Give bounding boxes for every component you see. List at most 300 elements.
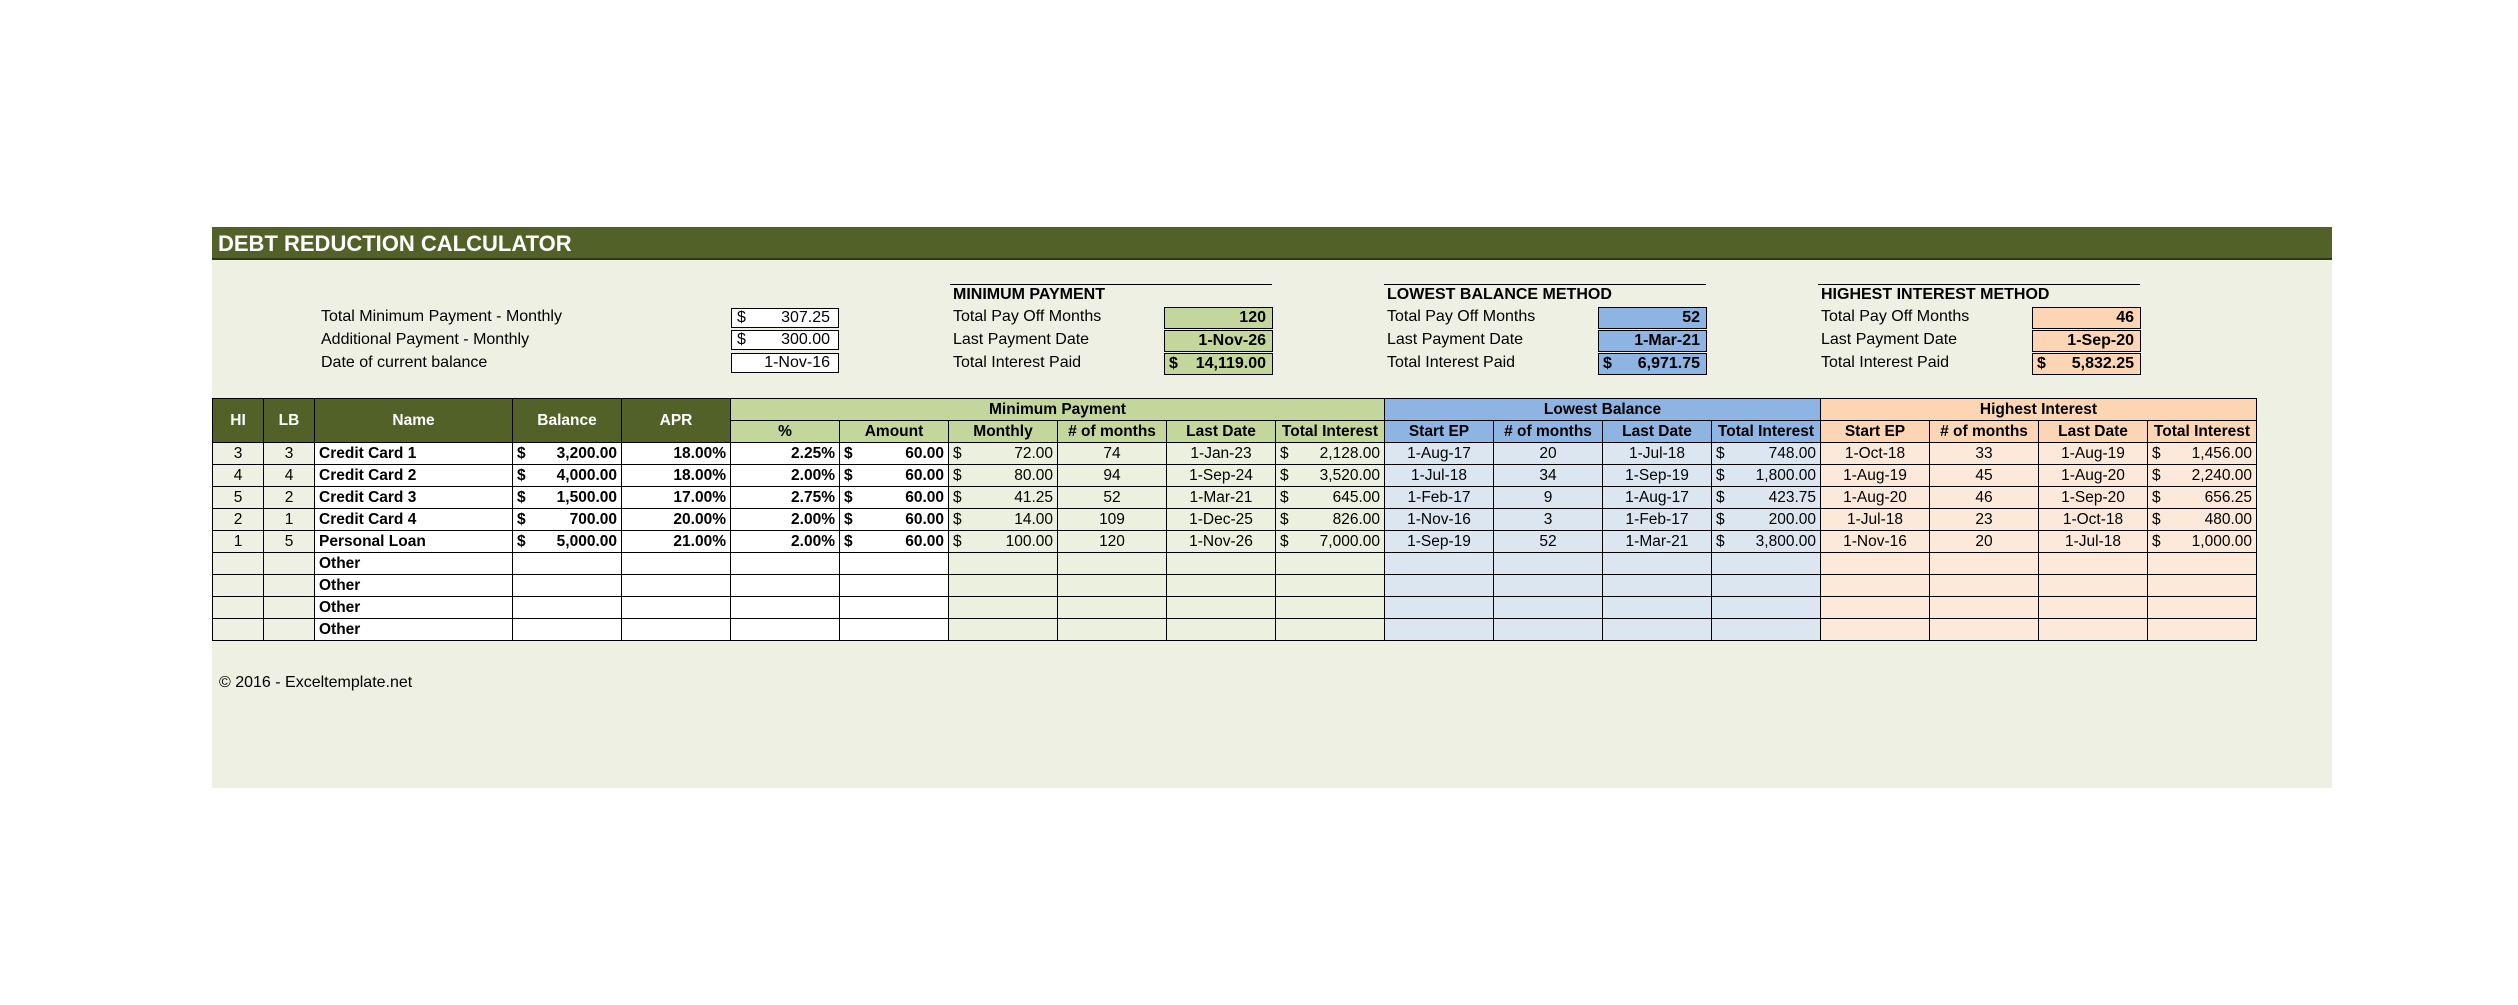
lb-start-ep-value: 1-Feb-17	[1407, 489, 1471, 506]
lb-months-cell	[1494, 487, 1603, 509]
min-amount-cell[interactable]	[840, 531, 949, 553]
min-pct-cell[interactable]	[731, 509, 840, 531]
min-pct-cell[interactable]	[731, 465, 840, 487]
currency-symbol: $	[517, 489, 526, 506]
debt-name-value: Credit Card 1	[319, 445, 417, 462]
hi-last-date-cell	[2039, 553, 2148, 575]
min-total-interest-cell	[1276, 487, 1385, 509]
hi-start-ep-cell	[1821, 531, 1930, 553]
lb-months-value: 52	[1539, 533, 1557, 550]
section-divider	[950, 284, 1272, 285]
monthly-value: 72.00	[1014, 445, 1053, 462]
title-bar	[212, 227, 2332, 260]
high-months-cell	[2032, 307, 2141, 329]
lb-last-date-cell	[1603, 619, 1712, 641]
monthly-cell	[949, 553, 1058, 575]
hi-total-interest-value: 1,456.00	[2191, 445, 2252, 462]
col-header-hi-months: # of months	[1930, 421, 2039, 443]
min-total-interest-value: 7,000.00	[1319, 533, 1380, 550]
min-interest-cell	[1164, 353, 1273, 375]
min-total-interest-cell	[1276, 509, 1385, 531]
min-months-value: 109	[1099, 511, 1125, 528]
debt-name-value: Other	[319, 599, 361, 616]
currency-symbol: $	[2152, 445, 2161, 462]
table-row	[213, 531, 2257, 553]
highest-interest-title: HIGHEST INTEREST METHOD	[1821, 286, 2050, 303]
hi-total-interest-value: 1,000.00	[2191, 533, 2252, 550]
col-header-hi-total-interest: Total Interest	[2148, 421, 2257, 443]
hi-total-interest-cell	[2148, 597, 2257, 619]
currency-symbol: $	[953, 533, 962, 550]
min-pct-value: 2.75%	[791, 489, 835, 506]
min-amount-cell[interactable]	[840, 487, 949, 509]
min-last-date-cell	[1167, 553, 1276, 575]
debt-name-value: Personal Loan	[319, 533, 426, 550]
lb-last-date-cell	[1603, 509, 1712, 531]
apr-value: 20.00%	[673, 511, 726, 528]
debt-name-value: Other	[319, 621, 361, 638]
lb-rank-cell	[264, 531, 315, 553]
hi-rank-cell	[213, 531, 264, 553]
apr-cell[interactable]	[622, 509, 731, 531]
apr-cell[interactable]	[622, 531, 731, 553]
lb-start-ep-cell	[1385, 509, 1494, 531]
min-last-date-value: 1-Dec-25	[1189, 511, 1253, 528]
lb-total-interest-value: 423.75	[1768, 489, 1816, 506]
min-pct-cell[interactable]	[731, 575, 840, 597]
min-date-value: 1-Nov-26	[1198, 332, 1266, 349]
lb-rank-value: 3	[284, 445, 294, 462]
currency-symbol: $	[844, 445, 853, 462]
min-total-interest-cell	[1276, 597, 1385, 619]
lb-months-cell	[1494, 575, 1603, 597]
min-total-interest-cell	[1276, 575, 1385, 597]
apr-cell[interactable]	[622, 553, 731, 575]
monthly-cell	[949, 531, 1058, 553]
hi-total-interest-value: 656.25	[2204, 489, 2252, 506]
high-interest-value: 5,832.25	[2071, 355, 2134, 372]
hi-total-interest-cell	[2148, 443, 2257, 465]
lb-rank-cell	[264, 619, 315, 641]
lb-total-interest-cell	[1712, 597, 1821, 619]
min-date-cell	[1164, 330, 1273, 352]
balance-cell[interactable]	[513, 531, 622, 553]
min-amount-value: 60.00	[905, 489, 944, 506]
hi-total-interest-cell	[2148, 575, 2257, 597]
group-header-lowest-balance: Lowest Balance	[1385, 399, 1821, 421]
hi-total-interest-cell	[2148, 619, 2257, 641]
col-header-lb-last-date: Last Date	[1603, 421, 1712, 443]
date-current-balance-value: 1-Nov-16	[764, 354, 830, 371]
min-total-interest-cell	[1276, 553, 1385, 575]
col-header-lb-start-ep: Start EP	[1385, 421, 1494, 443]
hi-last-date-value: 1-Aug-20	[2061, 467, 2125, 484]
debt-name-cell[interactable]	[315, 487, 513, 509]
lb-months-cell	[1494, 509, 1603, 531]
min-last-date-cell	[1167, 531, 1276, 553]
col-header-lb-months: # of months	[1494, 421, 1603, 443]
min-total-interest-cell	[1276, 531, 1385, 553]
lb-rank-cell	[264, 597, 315, 619]
min-pct-cell[interactable]	[731, 487, 840, 509]
hi-months-value: 23	[1975, 511, 1993, 528]
monthly-cell	[949, 487, 1058, 509]
hi-rank-value: 1	[233, 533, 243, 550]
hi-last-date-value: 1-Oct-18	[2062, 511, 2124, 528]
currency-symbol: $	[1280, 467, 1289, 484]
min-total-interest-cell	[1276, 443, 1385, 465]
min-months-cell	[1058, 553, 1167, 575]
debt-name-cell[interactable]	[315, 597, 513, 619]
lb-rank-cell	[264, 487, 315, 509]
apr-cell[interactable]	[622, 443, 731, 465]
balance-cell[interactable]	[513, 553, 622, 575]
min-pct-value: 2.00%	[791, 533, 835, 550]
lb-last-date-cell	[1603, 597, 1712, 619]
high-date-value: 1-Sep-20	[2067, 332, 2134, 349]
currency-symbol: $	[1716, 533, 1725, 550]
hi-last-date-cell	[2039, 575, 2148, 597]
min-amount-cell[interactable]	[840, 509, 949, 531]
hi-total-interest-cell	[2148, 509, 2257, 531]
hi-start-ep-value: 1-Jul-18	[1847, 511, 1903, 528]
lb-months-value: 34	[1539, 467, 1557, 484]
lb-start-ep-cell	[1385, 531, 1494, 553]
min-pct-cell[interactable]	[731, 553, 840, 575]
monthly-cell	[949, 465, 1058, 487]
hi-months-cell	[1930, 575, 2039, 597]
lb-total-interest-value: 1,800.00	[1755, 467, 1816, 484]
currency-symbol: $	[2037, 355, 2046, 372]
hi-start-ep-value: 1-Oct-18	[1844, 445, 1906, 462]
lb-total-interest-cell	[1712, 465, 1821, 487]
currency-symbol: $	[844, 489, 853, 506]
low-months-label: Total Pay Off Months	[1387, 308, 1536, 325]
min-interest-value: 14,119.00	[1195, 355, 1266, 372]
lb-total-interest-cell	[1712, 487, 1821, 509]
balance-value: 1,500.00	[556, 489, 617, 506]
table-row	[213, 597, 2257, 619]
hi-months-cell	[1930, 443, 2039, 465]
min-pct-cell[interactable]	[731, 597, 840, 619]
apr-cell[interactable]	[622, 597, 731, 619]
lb-rank-cell	[264, 443, 315, 465]
lb-last-date-cell	[1603, 443, 1712, 465]
min-months-label: Total Pay Off Months	[953, 308, 1102, 325]
table-row	[213, 443, 2257, 465]
lb-months-value: 20	[1539, 445, 1557, 462]
col-header-apr: APR	[622, 399, 731, 443]
currency-symbol: $	[844, 511, 853, 528]
min-last-date-cell	[1167, 443, 1276, 465]
col-header-min-months: # of months	[1058, 421, 1167, 443]
col-header-hi-last-date: Last Date	[2039, 421, 2148, 443]
table-row	[213, 575, 2257, 597]
currency-symbol: $	[737, 331, 746, 348]
currency-symbol: $	[1603, 355, 1612, 372]
lb-last-date-cell	[1603, 487, 1712, 509]
lb-start-ep-cell	[1385, 465, 1494, 487]
min-last-date-value: 1-Mar-21	[1189, 489, 1253, 506]
min-amount-cell[interactable]	[840, 465, 949, 487]
col-header-hi: HI	[213, 399, 264, 443]
lb-rank-value: 4	[284, 467, 294, 484]
apr-value: 17.00%	[673, 489, 726, 506]
page-title: DEBT REDUCTION CALCULATOR	[218, 231, 572, 256]
hi-months-cell	[1930, 509, 2039, 531]
currency-symbol: $	[1716, 511, 1725, 528]
currency-symbol: $	[2152, 511, 2161, 528]
min-last-date-cell	[1167, 487, 1276, 509]
min-last-date-cell	[1167, 509, 1276, 531]
hi-rank-cell	[213, 575, 264, 597]
debt-name-cell[interactable]	[315, 465, 513, 487]
lb-rank-cell	[264, 465, 315, 487]
currency-symbol: $	[517, 467, 526, 484]
currency-symbol: $	[953, 445, 962, 462]
debt-name-cell[interactable]	[315, 509, 513, 531]
lowest-balance-title: LOWEST BALANCE METHOD	[1387, 286, 1612, 303]
min-months-cell	[1058, 575, 1167, 597]
hi-total-interest-cell	[2148, 553, 2257, 575]
balance-cell[interactable]	[513, 597, 622, 619]
min-pct-value: 2.00%	[791, 467, 835, 484]
monthly-value: 41.25	[1014, 489, 1053, 506]
min-total-interest-value: 3,520.00	[1319, 467, 1380, 484]
hi-start-ep-cell	[1821, 597, 1930, 619]
lb-months-value: 9	[1543, 489, 1553, 506]
balance-cell[interactable]	[513, 619, 622, 641]
min-pct-cell[interactable]	[731, 443, 840, 465]
col-header-lb-total-interest: Total Interest	[1712, 421, 1821, 443]
lb-start-ep-value: 1-Aug-17	[1407, 445, 1471, 462]
hi-months-value: 46	[1975, 489, 1993, 506]
hi-total-interest-value: 2,240.00	[2191, 467, 2252, 484]
currency-symbol: $	[1716, 467, 1725, 484]
monthly-cell	[949, 509, 1058, 531]
hi-start-ep-cell	[1821, 443, 1930, 465]
currency-symbol: $	[1280, 445, 1289, 462]
lb-total-interest-value: 748.00	[1768, 445, 1816, 462]
currency-symbol: $	[517, 445, 526, 462]
min-months-value: 94	[1103, 467, 1121, 484]
min-amount-cell[interactable]	[840, 597, 949, 619]
hi-last-date-cell	[2039, 509, 2148, 531]
hi-rank-cell	[213, 553, 264, 575]
debt-name-cell[interactable]	[315, 575, 513, 597]
hi-last-date-value: 1-Sep-20	[2061, 489, 2125, 506]
debt-name-value: Credit Card 4	[319, 511, 417, 528]
currency-symbol: $	[2152, 489, 2161, 506]
min-pct-cell[interactable]	[731, 531, 840, 553]
balance-value: 3,200.00	[556, 445, 617, 462]
date-current-balance-field[interactable]	[731, 353, 839, 373]
hi-rank-cell	[213, 597, 264, 619]
total-min-payment-value: 307.25	[781, 309, 830, 326]
hi-rank-value: 4	[233, 467, 243, 484]
lb-months-cell	[1494, 465, 1603, 487]
lb-months-cell	[1494, 597, 1603, 619]
hi-start-ep-value: 1-Aug-20	[1843, 489, 1907, 506]
monthly-value: 80.00	[1014, 467, 1053, 484]
hi-months-cell	[1930, 531, 2039, 553]
min-last-date-cell	[1167, 597, 1276, 619]
min-amount-cell[interactable]	[840, 575, 949, 597]
min-amount-cell[interactable]	[840, 619, 949, 641]
currency-symbol: $	[1169, 355, 1178, 372]
currency-symbol: $	[953, 489, 962, 506]
apr-cell[interactable]	[622, 487, 731, 509]
monthly-cell	[949, 619, 1058, 641]
table-row	[213, 509, 2257, 531]
debt-name-value: Other	[319, 555, 361, 572]
lb-last-date-cell	[1603, 553, 1712, 575]
hi-months-cell	[1930, 553, 2039, 575]
lb-last-date-value: 1-Aug-17	[1625, 489, 1689, 506]
hi-months-cell	[1930, 597, 2039, 619]
lb-start-ep-value: 1-Jul-18	[1411, 467, 1467, 484]
min-months-cell	[1058, 509, 1167, 531]
balance-cell[interactable]	[513, 509, 622, 531]
hi-months-cell	[1930, 465, 2039, 487]
balance-cell[interactable]	[513, 575, 622, 597]
min-last-date-cell	[1167, 619, 1276, 641]
currency-symbol: $	[953, 511, 962, 528]
debt-name-cell[interactable]	[315, 443, 513, 465]
col-header-min-total-interest: Total Interest	[1276, 421, 1385, 443]
debt-name-value: Other	[319, 577, 361, 594]
min-months-cell	[1164, 307, 1273, 329]
hi-last-date-cell	[2039, 465, 2148, 487]
debt-name-value: Credit Card 3	[319, 489, 417, 506]
table-row	[213, 465, 2257, 487]
currency-symbol: $	[953, 467, 962, 484]
hi-last-date-value: 1-Aug-19	[2061, 445, 2125, 462]
min-total-interest-value: 2,128.00	[1319, 445, 1380, 462]
total-min-payment-label: Total Minimum Payment - Monthly	[321, 308, 562, 325]
low-date-cell	[1598, 330, 1707, 352]
apr-value: 18.00%	[673, 445, 726, 462]
col-header-hi-start-ep: Start EP	[1821, 421, 1930, 443]
high-months-value: 46	[2116, 309, 2134, 326]
min-months-cell	[1058, 619, 1167, 641]
lb-rank-value: 1	[284, 511, 294, 528]
lb-start-ep-cell	[1385, 553, 1494, 575]
lb-total-interest-cell	[1712, 509, 1821, 531]
minimum-payment-title: MINIMUM PAYMENT	[953, 286, 1105, 303]
min-months-cell	[1058, 487, 1167, 509]
min-amount-value: 60.00	[905, 445, 944, 462]
total-min-payment-field[interactable]	[731, 308, 839, 328]
apr-cell[interactable]	[622, 619, 731, 641]
lb-last-date-cell	[1603, 465, 1712, 487]
apr-cell[interactable]	[622, 465, 731, 487]
balance-cell[interactable]	[513, 465, 622, 487]
min-total-interest-cell	[1276, 619, 1385, 641]
lb-total-interest-value: 200.00	[1768, 511, 1816, 528]
hi-start-ep-cell	[1821, 575, 1930, 597]
lb-months-cell	[1494, 553, 1603, 575]
group-header-highest-interest: Highest Interest	[1821, 399, 2257, 421]
currency-symbol: $	[844, 467, 853, 484]
currency-symbol: $	[1716, 489, 1725, 506]
lb-start-ep-cell	[1385, 443, 1494, 465]
min-pct-value: 2.00%	[791, 511, 835, 528]
hi-rank-value: 5	[233, 489, 243, 506]
lb-months-cell	[1494, 443, 1603, 465]
hi-last-date-cell	[2039, 619, 2148, 641]
min-last-date-value: 1-Nov-26	[1189, 533, 1253, 550]
col-header-lb: LB	[264, 399, 315, 443]
balance-cell[interactable]	[513, 443, 622, 465]
lb-last-date-value: 1-Sep-19	[1625, 467, 1689, 484]
balance-cell[interactable]	[513, 487, 622, 509]
min-pct-cell[interactable]	[731, 619, 840, 641]
high-date-cell	[2032, 330, 2141, 352]
lb-rank-cell	[264, 553, 315, 575]
low-months-value: 52	[1682, 309, 1700, 326]
hi-rank-cell	[213, 465, 264, 487]
debt-name-cell[interactable]	[315, 619, 513, 641]
currency-symbol: $	[1280, 489, 1289, 506]
apr-value: 21.00%	[673, 533, 726, 550]
min-interest-label: Total Interest Paid	[953, 354, 1082, 371]
high-months-label: Total Pay Off Months	[1821, 308, 1970, 325]
hi-start-ep-cell	[1821, 465, 1930, 487]
currency-symbol: $	[1716, 445, 1725, 462]
hi-rank-value: 2	[233, 511, 243, 528]
additional-payment-field[interactable]	[731, 330, 839, 350]
balance-value: 700.00	[569, 511, 617, 528]
monthly-cell	[949, 443, 1058, 465]
hi-last-date-value: 1-Jul-18	[2065, 533, 2121, 550]
debt-name-cell[interactable]	[315, 531, 513, 553]
lb-rank-cell	[264, 509, 315, 531]
copyright-footer: © 2016 - Exceltemplate.net	[219, 674, 413, 691]
apr-cell[interactable]	[622, 575, 731, 597]
lb-total-interest-cell	[1712, 443, 1821, 465]
min-months-value: 52	[1103, 489, 1121, 506]
hi-start-ep-cell	[1821, 509, 1930, 531]
hi-rank-cell	[213, 487, 264, 509]
min-months-value: 74	[1103, 445, 1121, 462]
group-header-minimum-payment: Minimum Payment	[731, 399, 1385, 421]
lb-months-cell	[1494, 531, 1603, 553]
debt-name-cell[interactable]	[315, 553, 513, 575]
monthly-value: 100.00	[1005, 533, 1053, 550]
lb-start-ep-cell	[1385, 619, 1494, 641]
hi-rank-cell	[213, 619, 264, 641]
low-interest-value: 6,971.75	[1637, 355, 1700, 372]
lb-rank-cell	[264, 575, 315, 597]
min-amount-cell[interactable]	[840, 553, 949, 575]
min-amount-value: 60.00	[905, 467, 944, 484]
additional-payment-label: Additional Payment - Monthly	[321, 331, 530, 348]
min-last-date-cell	[1167, 575, 1276, 597]
low-date-label: Last Payment Date	[1387, 331, 1524, 348]
hi-last-date-cell	[2039, 443, 2148, 465]
high-date-label: Last Payment Date	[1821, 331, 1958, 348]
lb-months-value: 3	[1543, 511, 1553, 528]
currency-symbol: $	[2152, 467, 2161, 484]
min-amount-cell[interactable]	[840, 443, 949, 465]
low-months-cell	[1598, 307, 1707, 329]
apr-value: 18.00%	[673, 467, 726, 484]
lb-rank-value: 2	[284, 489, 294, 506]
hi-rank-cell	[213, 443, 264, 465]
lb-total-interest-cell	[1712, 619, 1821, 641]
lb-start-ep-cell	[1385, 575, 1494, 597]
